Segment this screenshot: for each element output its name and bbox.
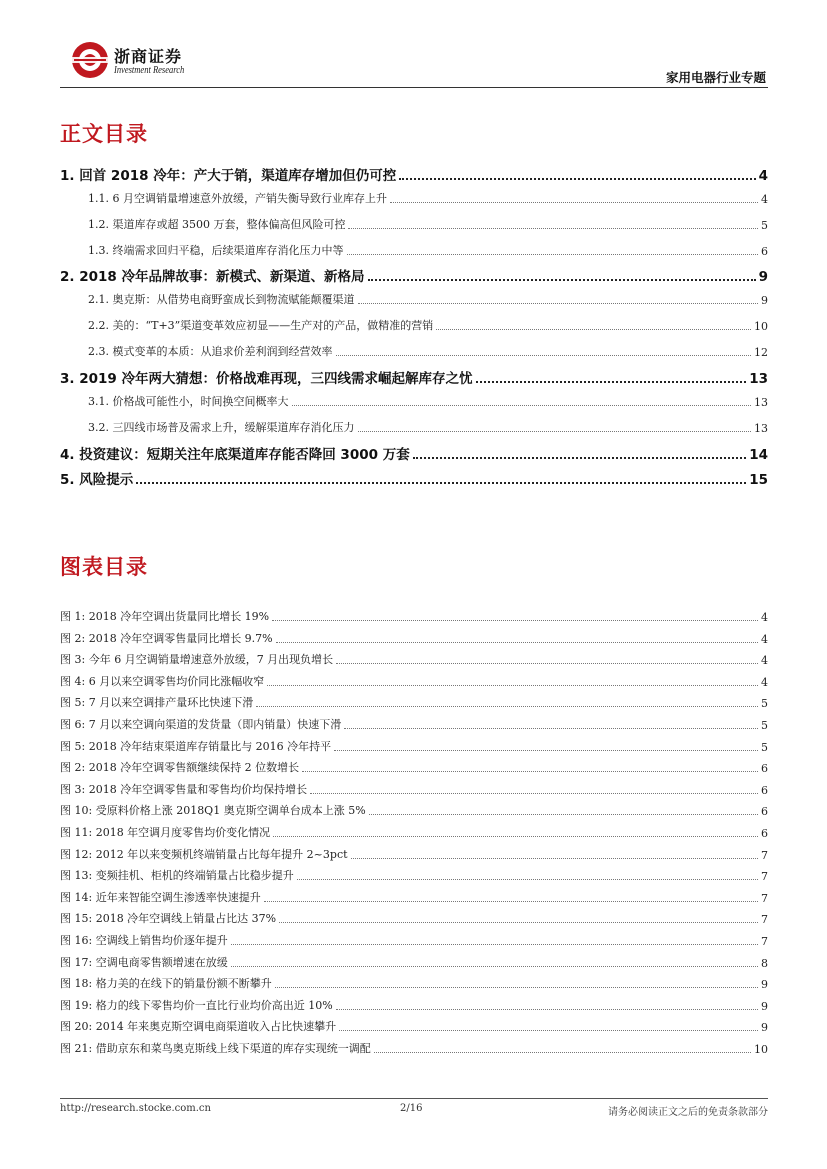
figure-entry-page: 4 [761,632,768,646]
stocke-logo-icon [68,40,112,80]
toc-section-entry-label: 3. 2019 冷年两大猜想：价格战难再现，三四线需求崛起解库存之忧 [60,371,473,387]
dot-leader [358,431,752,432]
dot-leader [231,966,758,967]
dot-leader [273,836,758,837]
figure-entry[interactable] [60,673,768,689]
toc-section-entry-page: 4 [758,168,768,184]
dot-leader [436,329,751,330]
dot-leader [358,303,759,304]
figure-entry[interactable] [60,608,768,624]
figure-entry[interactable] [60,738,768,754]
figure-entry-page: 6 [761,805,768,819]
figure-entry-label: 图 1: 2018 冷年空调出货量同比增长 19% [60,610,270,623]
toc-section-entry[interactable] [60,468,768,488]
figure-entry-page: 5 [761,719,768,732]
footer-divider [60,1098,768,1099]
dot-leader [292,405,752,406]
dot-leader [347,254,759,255]
dot-leader [302,771,758,772]
dot-leader [267,685,758,686]
figure-entry-page: 7 [761,891,768,905]
figure-entry-page: 4 [761,611,768,624]
figure-entry-label: 图 17: 空调电商零售额增速在放缓 [60,955,228,969]
dot-leader [231,944,758,945]
figure-entry-label: 图 12: 2012 年以来变频机终端销量占比每年提升 2~3pct [60,847,348,861]
toc-section-entry[interactable] [60,265,768,285]
dot-leader [310,793,758,794]
figure-entry[interactable] [60,932,768,948]
figure-entry-label: 图 14: 近年来智能空调生渗透率快速提升 [60,890,261,904]
toc-subsection-entry-label: 2.2. 美的：“T+3”渠道变革效应初显——生产对的产品，做精准的营销 [88,319,434,332]
toc-subsection-entry-page: 13 [754,422,768,435]
toc-subsection-entry-label: 1.3. 终端需求回归平稳，后续渠道库存消化压力中等 [88,244,344,257]
dot-leader [276,642,758,643]
footer-disclaimer: 请务必阅读正文之后的免责条款部分 [608,1107,768,1118]
toc-subsection-entry-label: 1.1. 6 月空调销量增速意外放缓，产销失衡导致行业库存上升 [88,192,387,205]
dot-leader [339,1030,758,1031]
figure-entry[interactable] [60,954,768,970]
figure-entry[interactable] [60,759,768,775]
toc-section-entry[interactable] [60,443,768,463]
figure-entry[interactable] [60,997,768,1013]
toc-subsection-entry-label: 2.3. 模式变革的本质：从追求价差利润到经营效率 [88,345,333,358]
toc-section-entry-label: 5. 风险提示 [60,472,134,488]
toc-section-entry-label: 2. 2018 冷年品牌故事：新模式、新渠道、新格局 [60,269,365,285]
figure-entry-label: 图 11: 2018 年空调月度零售均价变化情况 [60,826,271,839]
dot-leader [336,1009,758,1010]
figure-entry-label: 图 10: 受原料价格上涨 2018Q1 奥克斯空调单台成本上涨 5% [60,804,366,818]
figures-list-title: 图表目录 [60,555,148,579]
figure-entry-label: 图 16: 空调线上销售均价逐年提升 [60,934,228,947]
dot-leader [476,381,747,383]
figure-entry-page: 9 [761,1021,768,1035]
figure-entry-page: 9 [761,999,768,1013]
toc-subsection-entry[interactable] [60,216,768,232]
toc-subsection-entry-page: 10 [754,320,768,333]
figure-entry-page: 7 [761,913,768,927]
toc-subsection-entry-label: 3.2. 三四线市场普及需求上升，缓解渠道库存消化压力 [88,421,355,434]
toc-section-entry-page: 15 [749,472,768,488]
figure-entry-label: 图 5: 2018 冷年结束渠道库存销量比与 2016 冷年持平 [60,739,332,753]
toc-subsection-entry-page: 4 [761,193,768,206]
toc-subsection-entry-page: 6 [761,245,768,258]
dot-leader [297,879,758,880]
toc-subsection-entry[interactable] [60,393,768,409]
figure-entry[interactable] [60,824,768,840]
page-header [60,36,768,88]
dot-leader [399,178,755,180]
figure-entry-label: 图 2: 2018 冷年空调零售额继续保持 2 位数增长 [60,761,300,775]
toc-title: 正文目录 [60,122,148,146]
toc-subsection-entry-page: 12 [754,346,768,359]
figure-entry[interactable] [60,802,768,818]
toc-subsection-entry-label: 1.2. 渠道库存或超 3500 万套，整体偏高但风险可控 [88,218,346,231]
toc-subsection-entry-page: 9 [761,294,768,307]
toc-subsection-entry-label: 3.1. 价格战可能性小，时间换空间概率大 [88,395,289,408]
figure-entry-label: 图 20: 2014 年来奥克斯空调电商渠道收入占比快速攀升 [60,1020,337,1034]
figure-entry-page: 4 [761,675,768,689]
toc-subsection-entry[interactable] [60,190,768,206]
figure-entry[interactable] [60,889,768,905]
brand-name-cn: 浙商证券 [114,47,183,66]
header-divider [60,87,768,88]
toc-section-entry-page: 14 [749,447,768,463]
figure-entry[interactable] [60,1040,768,1056]
figure-entry-label: 图 15: 2018 冷年空调线上销量占比达 37% [60,912,277,926]
toc-section-entry-page: 9 [758,269,768,285]
brand-name-en: Investment Research [114,65,185,76]
toc-subsection-entry[interactable] [60,242,768,258]
toc-section-entry-label: 4. 投资建议：短期关注年底渠道库存能否降回 3000 万套 [60,447,410,463]
figure-entry[interactable] [60,630,768,646]
dot-leader [275,987,758,988]
figure-entry-page: 9 [761,978,768,992]
figure-entry-label: 图 19: 格力的线下零售均价一直比行业均价高出近 10% [60,998,333,1012]
toc-subsection-entry-page: 13 [754,396,768,409]
figure-entry[interactable] [60,781,768,797]
figure-entry[interactable] [60,716,768,732]
figure-entry-label: 图 4: 6 月以来空调零售均价同比涨幅收窄 [60,674,265,688]
toc-section-entry[interactable] [60,164,768,184]
figure-entry[interactable] [60,694,768,710]
toc-subsection-entry-page: 5 [761,219,768,232]
figure-entry[interactable] [60,846,768,862]
dot-leader [272,620,758,621]
toc-subsection-entry[interactable] [60,317,768,333]
toc-section-entry-label: 1. 回首 2018 冷年：产大于销，渠道库存增加但仍可控 [60,168,397,184]
dot-leader [136,482,746,484]
dot-leader [368,279,756,281]
figure-entry-label: 图 5: 7 月以来空调排产量环比快速下滑 [60,696,254,710]
toc-subsection-entry-label: 2.1. 奥克斯：从借势电商野蛮成长到物流赋能颠覆渠道 [88,293,355,306]
toc-subsection-entry[interactable] [60,291,768,307]
dot-leader [279,922,758,923]
figure-entry-label: 图 13: 变频挂机、柜机的终端销量占比稳步提升 [60,869,294,883]
figure-entry-label: 图 21: 借助京东和菜鸟奥克斯线上线下渠道的库存实现统一调配 [60,1042,371,1055]
figure-entry[interactable] [60,975,768,991]
dot-leader [413,457,747,459]
figure-entry[interactable] [60,651,768,667]
figure-entry-page: 5 [761,697,768,711]
footer-url-link[interactable]: http://research.stocke.com.cn [60,1103,211,1114]
figure-entry[interactable] [60,867,768,883]
dot-leader [334,750,758,751]
document-category: 家用电器行业专题 [665,70,766,85]
dot-leader [256,706,758,707]
figure-entry-page: 7 [761,848,768,862]
figure-entry-page: 6 [761,783,768,797]
figure-entry-page: 5 [761,740,768,754]
dot-leader [369,814,758,815]
figure-entry-page: 6 [761,827,768,840]
dot-leader [374,1052,751,1053]
dot-leader [336,355,752,356]
dot-leader [390,202,758,203]
figure-entry-page: 4 [761,654,768,668]
figure-entry-page: 8 [761,956,768,970]
figure-entry-label: 图 18: 格力美的在线下的销量份额不断攀升 [60,977,272,991]
figure-entry[interactable] [60,1018,768,1034]
toc-subsection-entry[interactable] [60,343,768,359]
figure-entry[interactable] [60,910,768,926]
figure-entry-label: 图 3: 2018 冷年空调零售量和零售均价均保持增长 [60,782,308,796]
toc-subsection-entry[interactable] [60,419,768,435]
figure-entry-page: 7 [761,870,768,884]
dot-leader [264,901,758,902]
toc-section-entry-page: 13 [749,371,768,387]
dot-leader [336,663,758,664]
figure-entry-label: 图 6: 7 月以来空调向渠道的发货量（即内销量）快速下滑 [60,718,342,731]
page-number: 2/16 [400,1103,423,1114]
figure-entry-label: 图 3: 今年 6 月空调销量增速意外放缓，7 月出现负增长 [60,653,334,667]
figure-entry-page: 7 [761,935,768,948]
toc-section-entry[interactable] [60,367,768,387]
dot-leader [351,858,758,859]
figure-entry-page: 6 [761,762,768,776]
dot-leader [344,728,758,729]
figure-entry-label: 图 2: 2018 冷年空调零售量同比增长 9.7% [60,631,273,645]
figure-entry-page: 10 [754,1043,768,1056]
dot-leader [348,228,758,229]
